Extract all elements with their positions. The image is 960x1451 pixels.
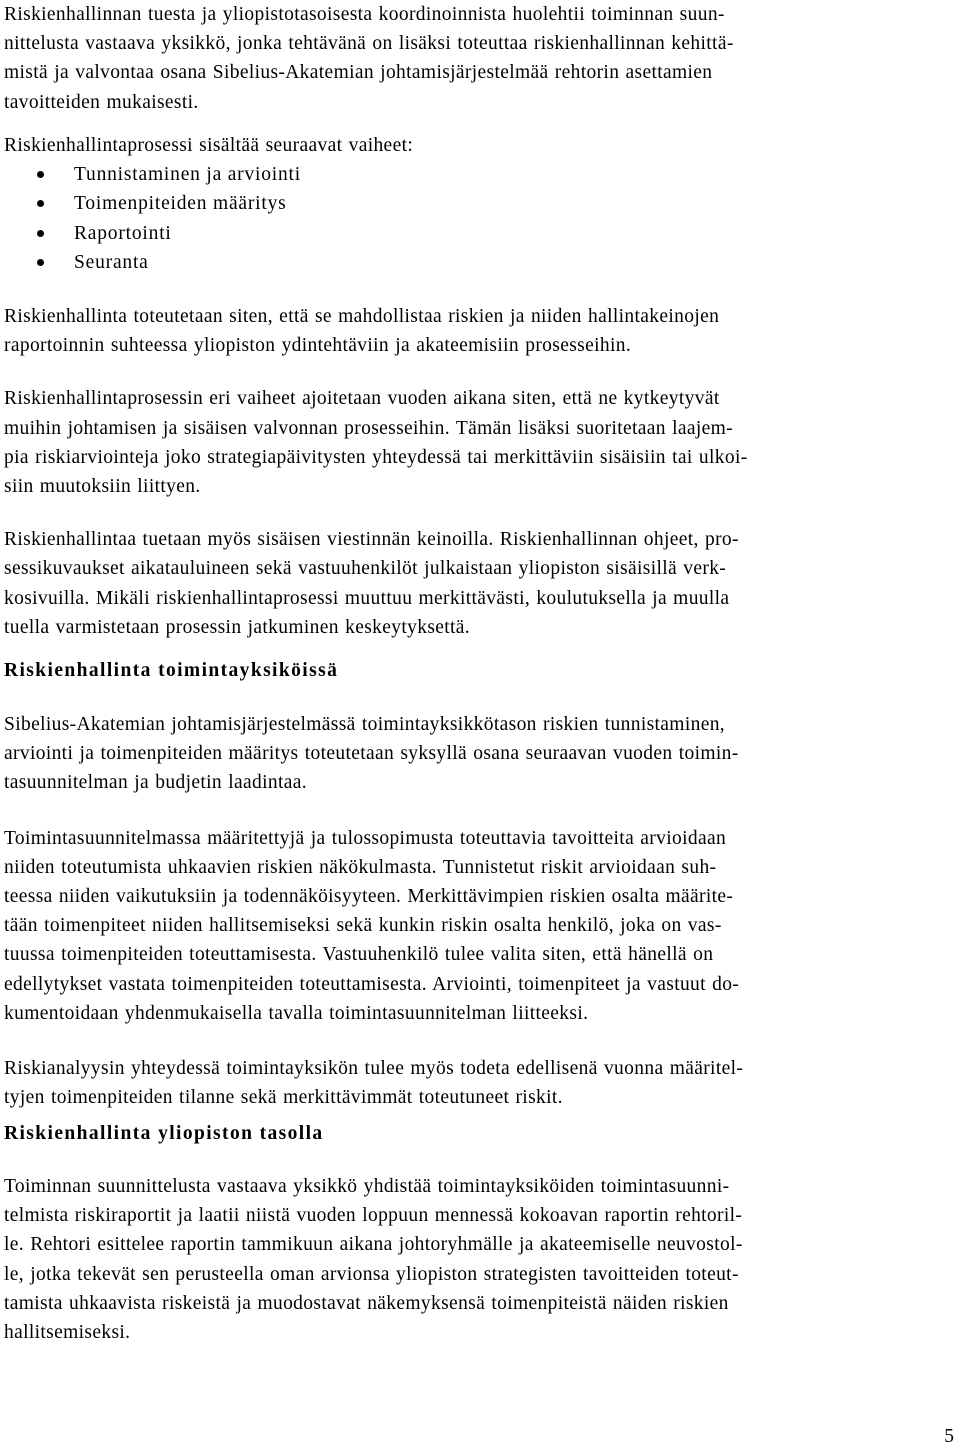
paragraph xyxy=(4,384,748,501)
text-line: Riskienhallinta toteutetaan siten, että se mahdollistaa riskien ja niiden hallintakeinojen xyxy=(4,306,720,327)
list-item-label: Raportointi xyxy=(74,222,172,244)
text-line: Riskienhallinnan tuesta ja yliopistotasoisesta koordinoinnista huolehtii toiminnan suun- xyxy=(4,4,725,25)
text-line: edellytykset vastata toimenpiteiden toteuttamisesta. Arviointi, toimenpiteet ja vastuut do- xyxy=(4,973,740,995)
text-line: Sibelius-Akatemian johtamisjärjestelmässä toimintayksikkötason riskien tunnistaminen, xyxy=(4,714,726,735)
text-line: kosivuilla. Mikäli riskienhallintaprosessi muuttuu merkittävästi, koulutuksella ja muulla xyxy=(4,587,730,609)
section-units xyxy=(4,656,338,685)
paragraph-block-3 xyxy=(4,1172,743,1347)
process-intro: Riskienhallintaprosessi sisältää seuraavat vaiheet: xyxy=(4,135,414,156)
paragraph xyxy=(4,710,743,798)
text-line: teessa niiden vaikutuksiin ja todennäköisyyteen. Merkittävimpien riskien osalta määrite- xyxy=(4,885,734,907)
text-line: tasuunnitelman ja budjetin laadintaa. xyxy=(4,772,307,794)
paragraph xyxy=(4,302,748,360)
text-line: nittelusta vastaava yksikkö, jonka tehtävänä on lisäksi toteuttaa riskienhallinnan kehittä- xyxy=(4,33,734,55)
list-item xyxy=(4,189,413,218)
section-heading: Riskienhallinta toimintayksiköissä xyxy=(4,660,339,681)
text-line: Riskianalyysin yhteydessä toimintayksikön tulee myös todeta edellisenä vuonna määritel- xyxy=(4,1057,744,1079)
text-line: tuussa toimenpiteiden toteuttamisesta. Vastuuhenkilö tulee valita siten, että hänellä on xyxy=(4,944,714,966)
section-heading: Riskienhallinta yliopiston tasolla xyxy=(4,1123,324,1144)
paragraph xyxy=(4,1172,743,1347)
text-line: tyjen toimenpiteiden tilanne sekä merkittävimmät toteutuneet riskit. xyxy=(4,1087,563,1109)
bullet-icon xyxy=(37,230,44,237)
list-item-label: Tunnistaminen ja arviointi xyxy=(74,164,301,186)
page-number: 5 xyxy=(944,1426,954,1447)
text-line: kumentoidaan yhdenmukaisella tavalla toimintasuunnitelman liitteeksi. xyxy=(4,1002,589,1024)
text-line: telmista riskiraportit ja laatii niistä vuoden loppuun mennessä kokoavan raportin rehtoril- xyxy=(4,1205,743,1227)
text-line: raportoinnin suhteessa yliopiston ydintehtäviin ja akateemisiin prosesseihin. xyxy=(4,335,632,357)
text-line: tään toimenpiteet niiden hallitsemiseksi sekä kunkin riskin osalta henkilö, joka on vas- xyxy=(4,915,722,937)
text-line xyxy=(4,88,940,117)
bullet-icon xyxy=(37,200,44,207)
text-line: muihin johtamisen ja sisäisen valvonnan prosesseihin. Tämän lisäksi suoritetaan laajem- xyxy=(4,417,734,439)
process-intro-wrap xyxy=(4,131,413,277)
bullet-icon xyxy=(37,259,44,266)
list-item xyxy=(4,248,413,277)
text-line: mistä ja valvontaa osana Sibelius-Akatemian johtamisjärjestelmää rehtorin asettamien xyxy=(4,62,713,84)
text-line: Riskienhallintaa tuetaan myös sisäisen viestinnän keinoilla. Riskienhallinnan ohjeet, pro- xyxy=(4,529,739,551)
list-item-label: Toimenpiteiden määritys xyxy=(74,193,287,215)
paragraph xyxy=(4,824,743,1028)
document-page xyxy=(4,0,940,1343)
intro-paragraph xyxy=(4,0,940,117)
text-line: tamista uhkaavista riskeistä ja muodostavat näkemyksensä toimenpiteistä näiden riskien xyxy=(4,1292,729,1314)
text-line: arviointi ja toimenpiteiden määritys toteutetaan syksyllä osana seuraavan vuoden toimin- xyxy=(4,743,739,765)
list-item xyxy=(4,160,413,189)
text-line: le, jotka tekevät sen perusteella oman arvionsa yliopiston strategisten tavoitteiden toteut- xyxy=(4,1263,739,1285)
list-item-label: Seuranta xyxy=(74,251,149,273)
text-line: Toimintasuunnitelmassa määritettyjä ja tulossopimusta toteuttavia tavoitteita arvioidaan xyxy=(4,827,727,849)
paragraph-block-2 xyxy=(4,710,743,1112)
text-line: pia riskiarviointeja joko strategiapäivitysten yhteydessä tai merkittäviin sisäisiin tai ulkoi- xyxy=(4,446,748,468)
paragraph-block-1 xyxy=(4,302,748,642)
intro-last-line: tavoitteiden mukaisesti. xyxy=(4,91,199,113)
bullet-icon xyxy=(37,171,44,178)
text-line: hallitsemiseksi. xyxy=(4,1321,131,1343)
process-steps-list xyxy=(4,160,413,277)
text-line: Toiminnan suunnittelusta vastaava yksikkö yhdistää toimintayksiköiden toimintasuunni- xyxy=(4,1176,730,1197)
text-line: niiden toteutumista uhkaavien riskien näkökulmasta. Tunnistetut riskit arvioidaan suh- xyxy=(4,856,717,878)
section-university xyxy=(4,1119,324,1148)
text-line: siin muutoksiin liittyen. xyxy=(4,475,201,497)
text-line: Riskienhallintaprosessin eri vaiheet ajoitetaan vuoden aikana siten, että ne kytkeytyvät xyxy=(4,388,720,410)
paragraph xyxy=(4,1054,743,1112)
text-line: tuella varmistetaan prosessin jatkuminen keskeytyksettä. xyxy=(4,616,471,638)
text-line: sessikuvaukset aikatauluineen sekä vastuuhenkilöt julkaistaan yliopiston sisäisillä verk- xyxy=(4,558,727,580)
list-item xyxy=(4,219,413,248)
paragraph xyxy=(4,525,748,642)
text-line: le. Rehtori esittelee raportin tammikuun aikana johtoryhmälle ja akateemiselle neuvostol- xyxy=(4,1234,743,1256)
